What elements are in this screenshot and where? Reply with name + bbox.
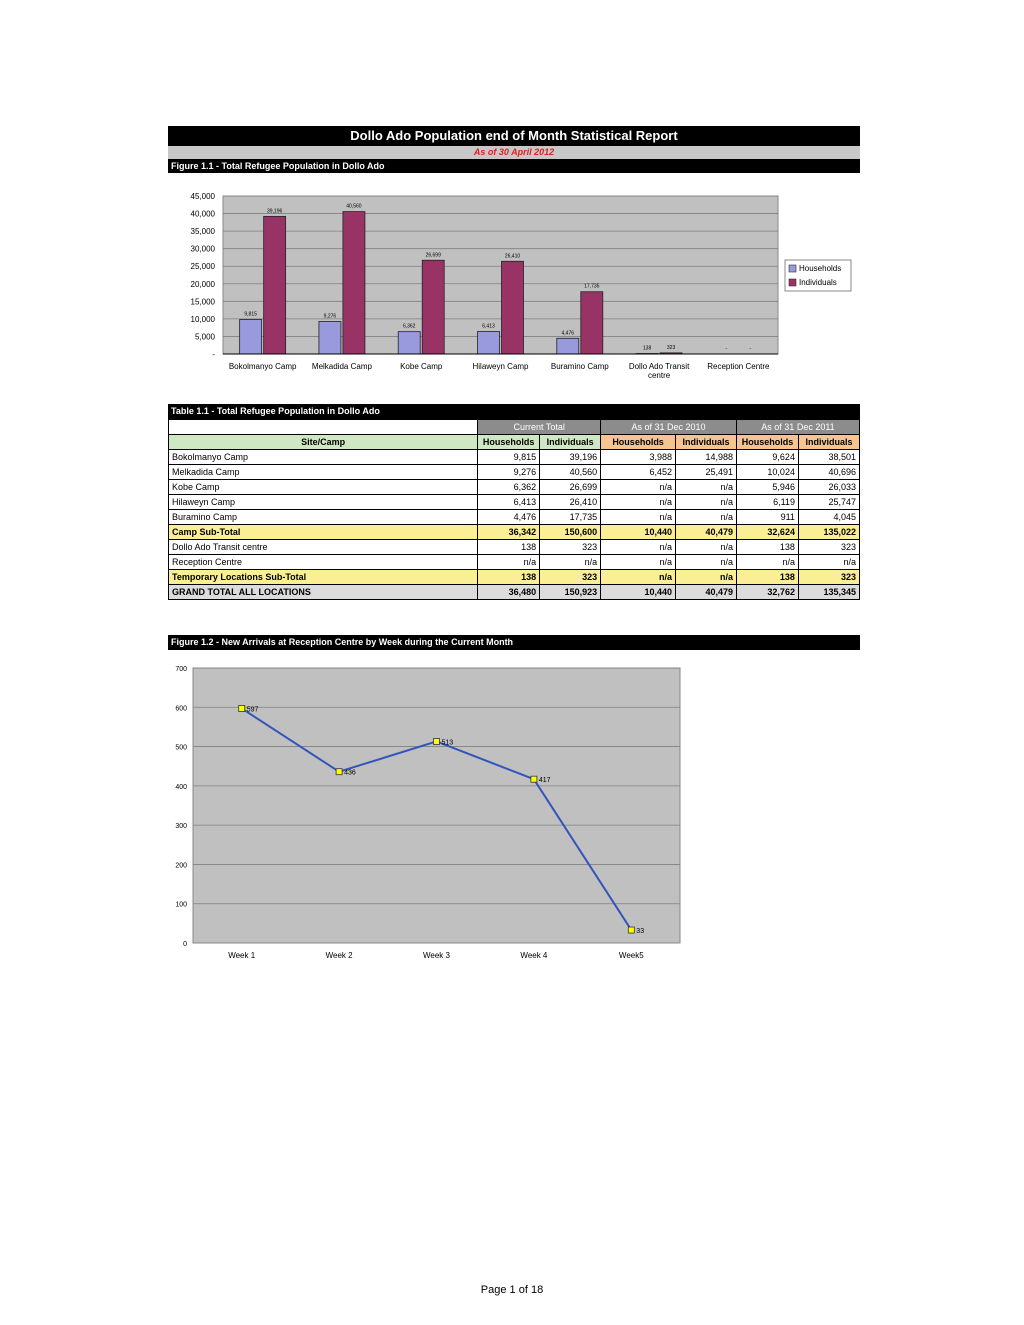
y-tick-label: 45,000: [190, 192, 215, 201]
households-bar: [557, 338, 579, 354]
table-row: [169, 540, 860, 555]
value-cell: 25,491: [676, 465, 737, 480]
y-tick-label: 200: [175, 862, 187, 870]
y-tick-label: 500: [175, 744, 187, 752]
group-current-total: Current Total: [478, 420, 601, 435]
table-row: [169, 465, 860, 480]
y-tick-label: 35,000: [190, 227, 215, 237]
table-row: [169, 555, 860, 570]
site-cell: Reception Centre: [169, 555, 478, 570]
value-cell: 10,440: [601, 525, 676, 540]
value-cell: 9,276: [478, 465, 540, 480]
site-cell: Hilaweyn Camp: [169, 495, 478, 510]
data-label: 26,410: [504, 253, 521, 260]
value-cell: n/a: [540, 555, 601, 570]
value-cell: n/a: [676, 510, 737, 525]
value-cell: n/a: [478, 555, 540, 570]
value-cell: 36,342: [478, 525, 540, 540]
value-cell: n/a: [601, 510, 676, 525]
bar-legend: [785, 260, 851, 291]
table-corner: [169, 420, 478, 435]
value-cell: 9,624: [736, 450, 798, 465]
individuals-bar: [502, 261, 524, 354]
col-header: Individuals: [676, 435, 737, 450]
value-cell: n/a: [676, 555, 737, 570]
site-cell: Dollo Ado Transit centre: [169, 540, 478, 555]
x-category-label: Melkadida Camp: [311, 362, 372, 371]
value-cell: n/a: [676, 570, 737, 585]
value-cell: 17,735: [540, 510, 601, 525]
individuals-bar: [581, 292, 603, 354]
x-category-label: Reception Centre: [707, 362, 770, 371]
data-label: -: [725, 346, 728, 352]
value-cell: n/a: [676, 540, 737, 555]
value-cell: 25,747: [798, 495, 859, 510]
value-cell: n/a: [601, 495, 676, 510]
site-cell: Temporary Locations Sub-Total: [169, 570, 478, 585]
value-cell: 150,600: [540, 525, 601, 540]
site-header: Site/Camp: [169, 435, 478, 450]
data-label: 9,815: [244, 311, 257, 318]
data-label: 513: [441, 739, 454, 747]
data-point: [336, 769, 342, 775]
table-row: [169, 480, 860, 495]
value-cell: 40,479: [676, 585, 737, 600]
legend-individuals: Individuals: [799, 278, 837, 287]
table-row: [169, 510, 860, 525]
col-header: Households: [601, 435, 676, 450]
value-cell: 4,045: [798, 510, 859, 525]
group-dec-2011: As of 31 Dec 2011: [736, 420, 859, 435]
table-row: [169, 450, 860, 465]
value-cell: 135,345: [798, 585, 859, 600]
figure2-title: Figure 1.2 - New Arrivals at Reception Centre by Week during the Current Month: [168, 635, 860, 650]
value-cell: 14,988: [676, 450, 737, 465]
y-tick-label: 40,000: [190, 209, 215, 219]
value-cell: 911: [736, 510, 798, 525]
site-cell: Kobe Camp: [169, 480, 478, 495]
value-cell: 26,699: [540, 480, 601, 495]
value-cell: n/a: [676, 480, 737, 495]
data-label: 26,699: [425, 252, 441, 259]
value-cell: 323: [540, 540, 601, 555]
population-table: [168, 419, 860, 600]
site-cell: Buramino Camp: [169, 510, 478, 525]
value-cell: 6,452: [601, 465, 676, 480]
figure2-line-chart: [168, 660, 688, 970]
data-label: 9,276: [323, 313, 337, 320]
value-cell: 6,119: [736, 495, 798, 510]
value-cell: 150,923: [540, 585, 601, 600]
y-tick-label: 700: [175, 666, 187, 673]
table1-title: Table 1.1 - Total Refugee Population in Dollo Ado: [168, 404, 860, 419]
data-point: [239, 705, 245, 711]
y-tick-label: 25,000: [190, 262, 215, 272]
x-category-label: Week5: [618, 951, 644, 960]
individuals-bar: [422, 260, 444, 354]
households-bar: [398, 332, 420, 354]
value-cell: 40,560: [540, 465, 601, 480]
value-cell: 32,762: [736, 585, 798, 600]
value-cell: 38,501: [798, 450, 859, 465]
x-category-label: Week 1: [228, 951, 256, 960]
value-cell: 6,413: [478, 495, 540, 510]
data-label: 138: [642, 345, 652, 352]
figure1-title: Figure 1.1 - Total Refugee Population in Dollo Ado: [168, 159, 860, 173]
table-row: [169, 585, 860, 600]
data-label: 417: [538, 777, 551, 785]
x-category-label: Week 4: [520, 951, 548, 960]
data-label: 39,196: [266, 208, 283, 215]
data-label: 40,560: [346, 203, 362, 210]
data-label: 4,476: [561, 330, 575, 337]
site-cell: GRAND TOTAL ALL LOCATIONS: [169, 585, 478, 600]
col-header: Individuals: [798, 435, 859, 450]
figure1-bar-chart: [168, 173, 860, 395]
value-cell: n/a: [601, 480, 676, 495]
data-label: 33: [636, 928, 645, 936]
x-category-label: centre: [647, 371, 671, 380]
y-tick-label: 30,000: [190, 244, 215, 254]
legend-individuals-swatch: [789, 279, 796, 286]
site-cell: Bokolmanyo Camp: [169, 450, 478, 465]
x-category-label: Dollo Ado Transit: [628, 362, 690, 371]
households-bar: [478, 331, 500, 354]
data-point: [434, 738, 440, 744]
y-tick-label: -: [212, 350, 215, 359]
value-cell: 10,024: [736, 465, 798, 480]
x-category-label: Buramino Camp: [550, 362, 609, 371]
x-category-label: Hilaweyn Camp: [472, 362, 529, 371]
value-cell: 138: [478, 540, 540, 555]
value-cell: 323: [798, 540, 859, 555]
value-cell: 5,946: [736, 480, 798, 495]
table-row: [169, 525, 860, 540]
value-cell: 26,410: [540, 495, 601, 510]
y-tick-label: 300: [175, 823, 187, 831]
report-title: Dollo Ado Population end of Month Statistical Report: [168, 126, 860, 146]
value-cell: 323: [798, 570, 859, 585]
value-cell: 32,624: [736, 525, 798, 540]
value-cell: 4,476: [478, 510, 540, 525]
value-cell: n/a: [798, 555, 859, 570]
x-category-label: Bokolmanyo Camp: [228, 362, 297, 371]
y-tick-label: 400: [175, 783, 187, 791]
report-date: As of 30 April 2012: [168, 146, 860, 159]
value-cell: 9,815: [478, 450, 540, 465]
table-row: [169, 570, 860, 585]
households-bar: [319, 321, 341, 354]
value-cell: n/a: [736, 555, 798, 570]
data-label: 323: [666, 344, 676, 351]
table-row: [169, 495, 860, 510]
value-cell: n/a: [676, 495, 737, 510]
value-cell: 138: [736, 570, 798, 585]
col-header: Households: [736, 435, 798, 450]
value-cell: 3,988: [601, 450, 676, 465]
value-cell: 40,479: [676, 525, 737, 540]
y-tick-label: 5,000: [194, 332, 215, 342]
table-group-header-row: [169, 420, 860, 435]
value-cell: n/a: [601, 555, 676, 570]
individuals-bar: [264, 216, 286, 354]
data-label: 6,362: [402, 323, 416, 330]
value-cell: 323: [540, 570, 601, 585]
x-category-label: Kobe Camp: [400, 362, 443, 371]
legend-households: Households: [799, 264, 842, 273]
value-cell: n/a: [601, 570, 676, 585]
col-header: Households: [478, 435, 540, 450]
data-label: 17,735: [584, 283, 600, 290]
data-label: 436: [344, 769, 356, 777]
data-label: 597: [246, 706, 259, 714]
site-cell: Camp Sub-Total: [169, 525, 478, 540]
value-cell: 6,362: [478, 480, 540, 495]
y-tick-label: 10,000: [190, 314, 215, 324]
page-footer: Page 1 of 18: [480, 1284, 544, 1296]
y-tick-label: 15,000: [190, 297, 215, 307]
plot-area: [223, 196, 778, 354]
col-header: Individuals: [540, 435, 601, 450]
table-column-header-row: [169, 435, 860, 450]
y-tick-label: 0: [183, 941, 187, 948]
value-cell: 138: [478, 570, 540, 585]
data-label: -: [749, 346, 752, 352]
legend-households-swatch: [789, 265, 796, 272]
value-cell: 36,480: [478, 585, 540, 600]
value-cell: n/a: [601, 540, 676, 555]
x-category-label: Week 2: [325, 951, 353, 960]
value-cell: 10,440: [601, 585, 676, 600]
y-tick-label: 20,000: [190, 279, 215, 289]
line-plot-area: [193, 668, 680, 943]
value-cell: 40,696: [798, 465, 859, 480]
site-cell: Melkadida Camp: [169, 465, 478, 480]
value-cell: 138: [736, 540, 798, 555]
individuals-bar: [343, 212, 365, 354]
data-point: [628, 927, 634, 933]
x-category-label: Week 3: [423, 951, 450, 960]
value-cell: 39,196: [540, 450, 601, 465]
y-tick-label: 100: [175, 901, 187, 909]
group-dec-2010: As of 31 Dec 2010: [601, 420, 737, 435]
data-point: [531, 776, 537, 782]
data-label: 6,413: [482, 323, 495, 330]
y-tick-label: 600: [175, 705, 187, 713]
value-cell: 135,022: [798, 525, 859, 540]
value-cell: 26,033: [798, 480, 859, 495]
households-bar: [240, 320, 262, 354]
